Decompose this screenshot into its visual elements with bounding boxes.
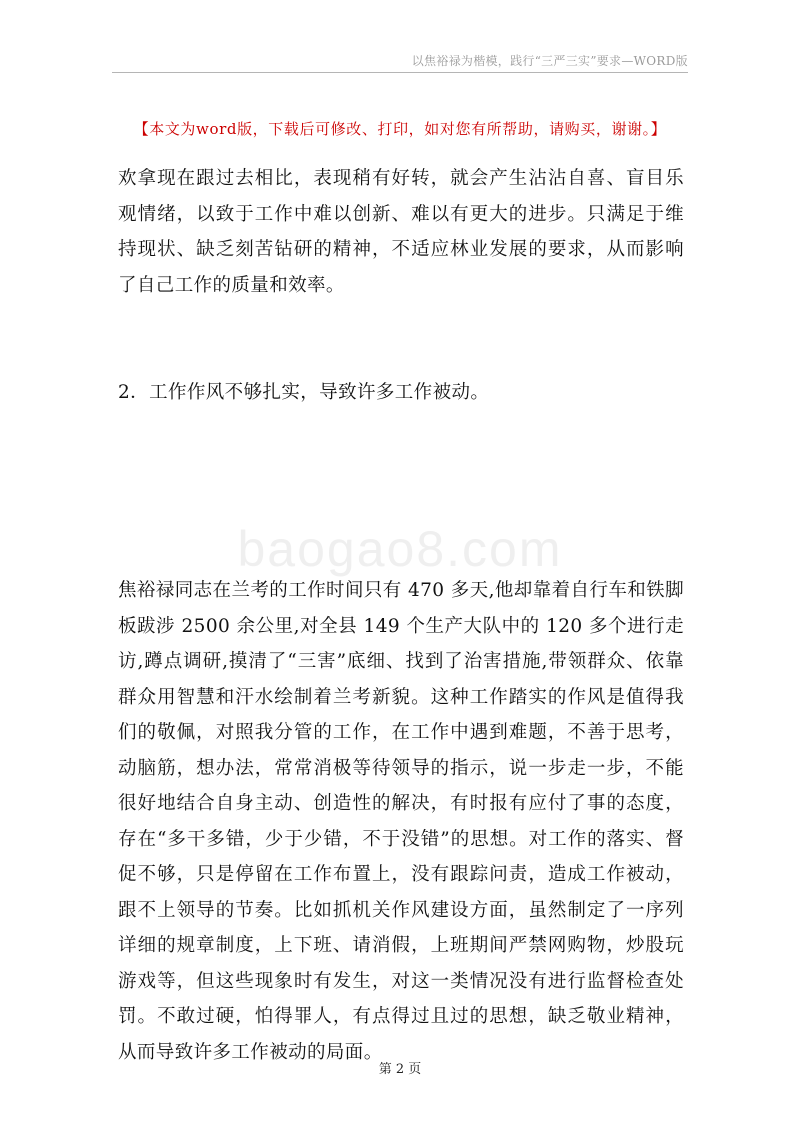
paragraph-jiao-yulu: 焦裕禄同志在兰考的工作时间只有 470 多天,他却靠着自行车和铁脚板跋涉 2500 余公里,对全县 149 个生产大队中的 120 多个进行走访,蹲点调研,摸清了“三害”底细、找到了治害措施,带领群众、依靠群众用智慧和汗水绘制着兰考新貌。这种工作踏实的作风是值得我们的敬佩，对照我分管的工作，在工作中遇到难题，不善于思考，动脑筋，想办法，常常消极等待领导的指示，说一步走一步，不能很好地结合自身主动、创造性的解决，有时报有应付了事的态度，存在“多干多错，少于少错，不于没错”的思想。对工作的落实、督促不够，只是停留在工作布置上，没有跟踪问责，造成工作被动，跟不上领导的节奏。比如抓机关作风建设方面，虽然制定了一序列详细的规章制度，上下班、请消假，上班期间严禁网购物，炒股玩游戏等，但这些现象时有发生，对这一类情况没有进行监督检查处罚。不敢过硬，怕得罪人，有点得过且过的思想，缺乏敬业精神，从而导致许多工作被动的局面。: [118, 580, 684, 1063]
header-divider: [112, 72, 688, 73]
page-header-title: 以焦裕禄为楷模，践行“三严三实”要求—WORD版: [411, 54, 688, 68]
page-number: 第 2 页: [378, 1062, 422, 1077]
download-notice: 【本文为word版，下载后可修改、打印，如对您有所帮助，请购买，谢谢。】: [133, 120, 667, 138]
watermark: baogao8.com: [237, 521, 563, 577]
paragraph-continuation: 欢拿现在跟过去相比，表现稍有好转，就会产生沾沾自喜、盲目乐观情绪，以致于工作中难以创新、难以有更大的进步。只满足于维持现状、缺乏刻苦钻研的精神，不适应林业发展的要求，从而影响了自己工作的质量和效率。: [118, 168, 684, 296]
section-heading-2: 2．工作作风不够扎实，导致许多工作被动。: [118, 382, 490, 403]
